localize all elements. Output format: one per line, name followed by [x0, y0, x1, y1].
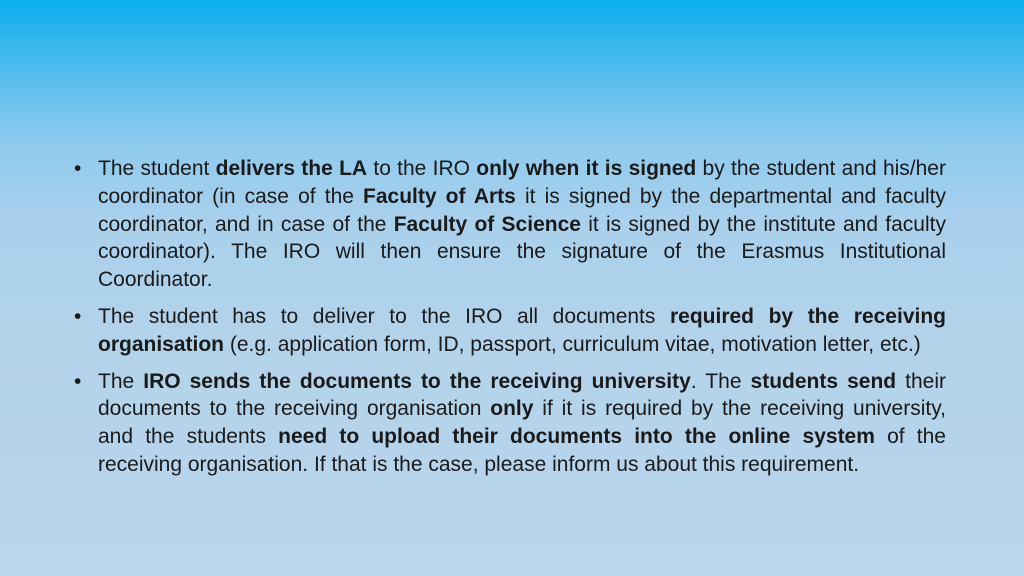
text-run: their documents to the receiving organisation: [98, 369, 947, 421]
text-run: of the receiving organisation. If that is the case, please inform us about this requirement.: [98, 425, 946, 476]
bold-text-run: delivers the LA: [215, 157, 368, 180]
bullet-text: [98, 305, 946, 356]
text-run: if it is required by the receiving university, and the students: [98, 397, 946, 449]
text-run: (e.g. application form, ID, passport, curriculum vitae, motivation letter, etc.): [224, 332, 921, 356]
text-run: by the student and his/her coordinator (in case of the: [98, 157, 946, 208]
bullet-text: [98, 370, 946, 476]
bold-text-run: required by the receiving organisation: [98, 304, 946, 356]
text-run: it is signed by the departmental and faculty coordinator, and in case of the: [98, 184, 947, 236]
text-run: The: [98, 369, 144, 393]
slide-content: [72, 155, 946, 488]
bullet-point-icon: •: [74, 304, 82, 328]
bold-text-run: IRO sends the documents to the receiving university: [143, 369, 691, 393]
bold-text-run: only when it is signed: [476, 157, 697, 180]
text-run: it is signed by the institute and faculty coordinator). The IRO will then ensure the signature of the Erasmus Institutional Coordinator.: [98, 212, 946, 292]
bold-text-run: only: [490, 397, 534, 421]
bullet-item: [72, 155, 946, 294]
text-run: . The: [690, 369, 751, 393]
bullet-item: [72, 303, 946, 359]
text-run: The student: [98, 157, 216, 180]
bold-text-run: Faculty of Science: [393, 212, 581, 236]
bold-text-run: students send: [750, 369, 897, 393]
text-run: to the IRO: [367, 157, 477, 180]
bold-text-run: Faculty of Arts: [363, 184, 516, 208]
bold-text-run: need to upload their documents into the online system: [278, 425, 875, 449]
bullet-point-icon: •: [74, 369, 82, 393]
text-run: The student has to deliver to the IRO all documents: [98, 304, 670, 328]
bullet-point-icon: •: [74, 157, 82, 180]
bullet-list: [72, 155, 946, 479]
bullet-item: [72, 368, 946, 479]
bullet-text: [98, 157, 946, 291]
